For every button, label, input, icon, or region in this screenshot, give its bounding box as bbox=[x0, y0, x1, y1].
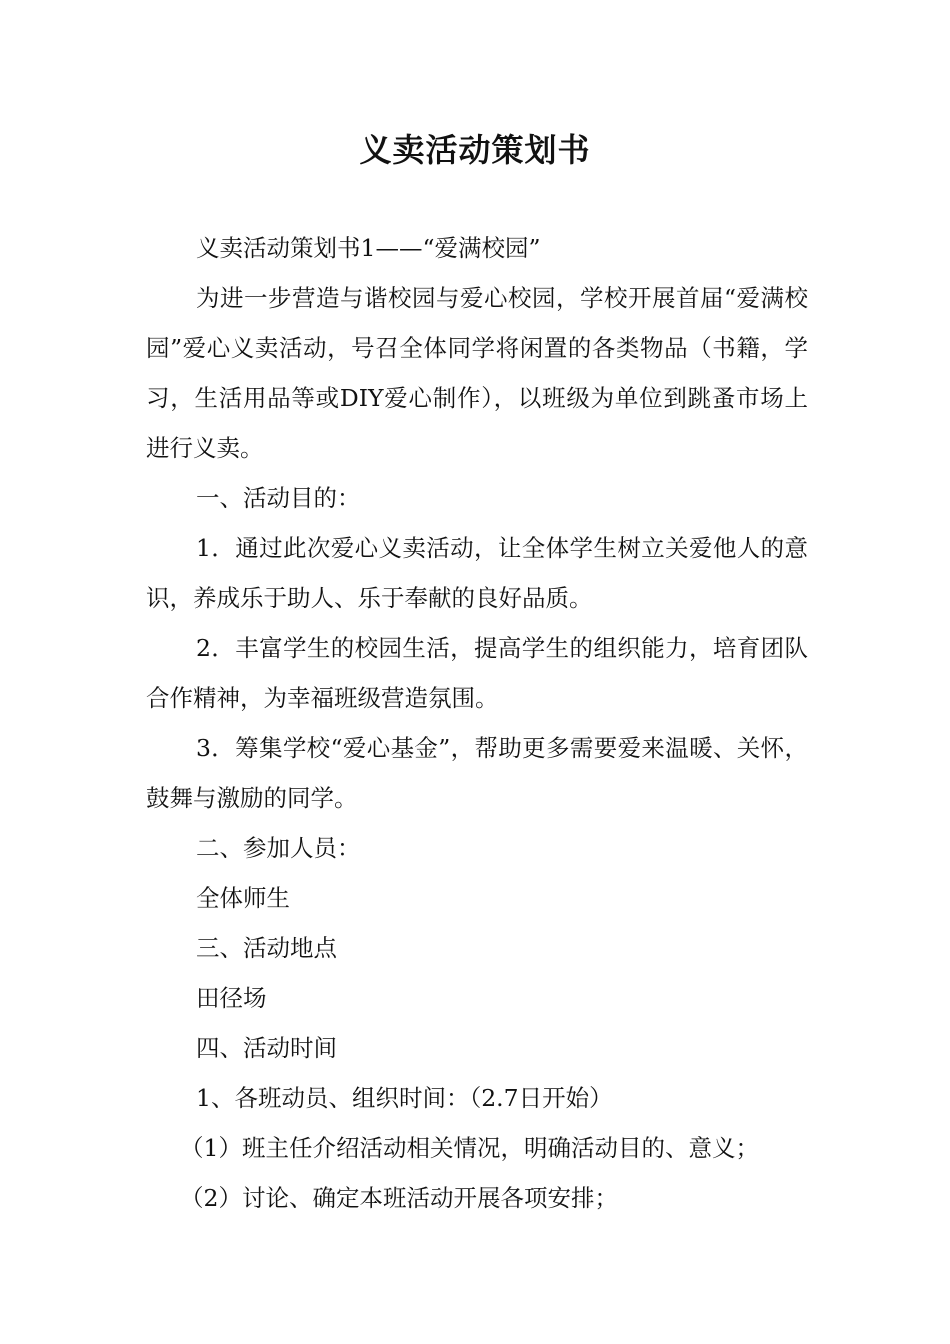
document-body bbox=[146, 223, 808, 1223]
section-heading: 四、活动时间 bbox=[196, 1034, 337, 1062]
section-heading: 一、活动目的： bbox=[196, 484, 361, 512]
intro-paragraph: 为进一步营造与谐校园与爱心校园，学校开展首届“爱满校园”爱心义卖活动，号召全体同学将闲置的各类物品（书籍，学习，生活用品等或DIY爱心制作），以班级为单位到跳蚤市场上进行义卖。 bbox=[146, 284, 808, 462]
section-heading: 二、参加人员： bbox=[196, 834, 361, 862]
list-item: （2）讨论、确定本班活动开展各项安排； bbox=[180, 1184, 618, 1212]
section-heading: 义卖活动策划书1——“爱满校园” bbox=[196, 234, 541, 262]
list-item: 3．筹集学校“爱心基金”，帮助更多需要爱来温暖、关怀，鼓舞与激励的同学。 bbox=[146, 734, 808, 812]
list-item: 1．通过此次爱心义卖活动，让全体学生树立关爱他人的意识，养成乐于助人、乐于奉献的良好品质。 bbox=[146, 534, 808, 612]
paragraph: 全体师生 bbox=[196, 884, 290, 912]
list-item: 2．丰富学生的校园生活，提高学生的组织能力，培育团队合作精神，为幸福班级营造氛围。 bbox=[146, 634, 808, 712]
list-item: 1、各班动员、组织时间：（2.7日开始） bbox=[196, 1084, 613, 1112]
list-item: （1）班主任介绍活动相关情况，明确活动目的、意义； bbox=[180, 1134, 759, 1162]
document-title: 义卖活动策划书 bbox=[359, 131, 591, 169]
paragraph: 田径场 bbox=[196, 984, 267, 1012]
section-heading: 三、活动地点 bbox=[196, 934, 337, 962]
